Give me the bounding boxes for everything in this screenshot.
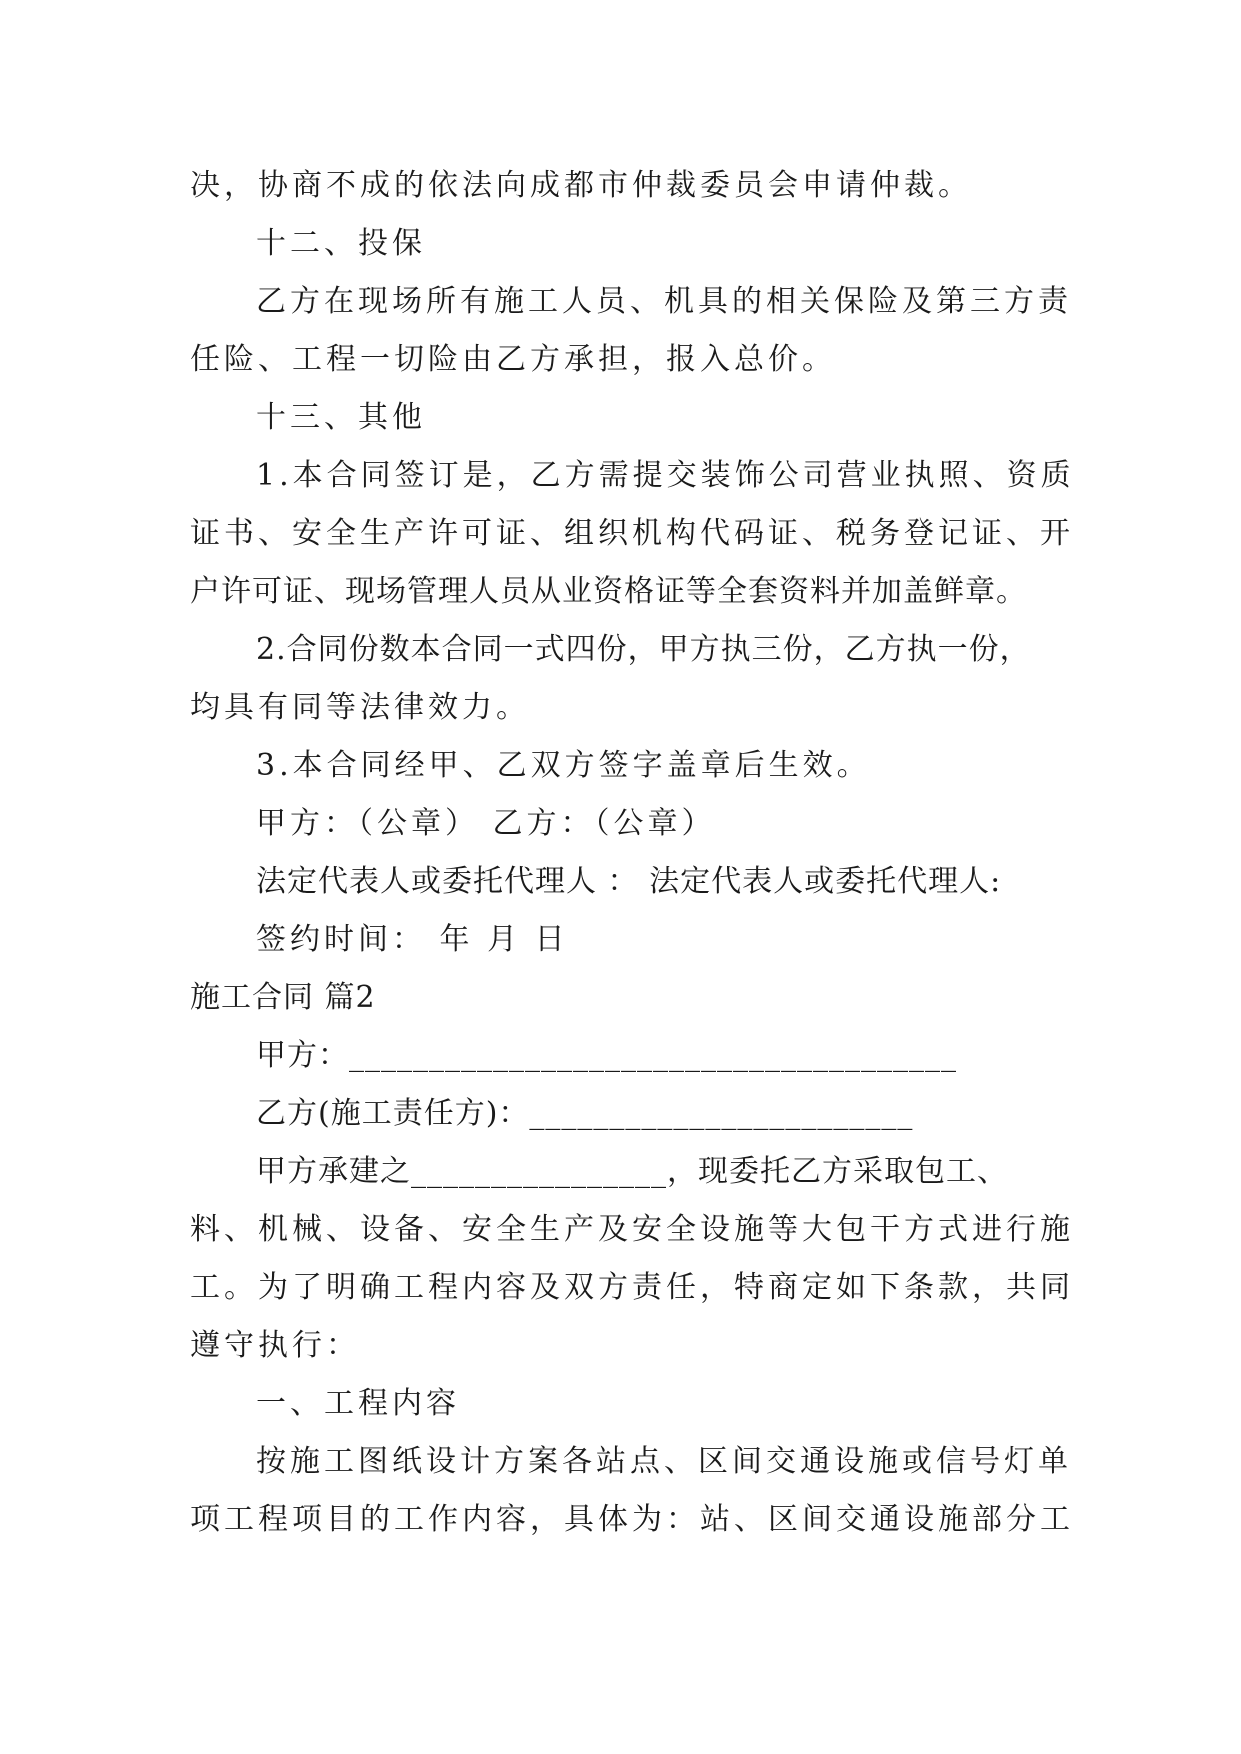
paragraph-line: 按施工图纸设计方案各站点、区间交通设施或信号灯单 bbox=[256, 1444, 1072, 1479]
paragraph-line: 证书、安全生产许可证、组织机构代码证、税务登记证、开 bbox=[190, 516, 1074, 551]
paragraph-line: 决，协商不成的依法向成都市仲裁委员会申请仲裁。 bbox=[190, 168, 972, 203]
paragraph-line: 遵守执行： bbox=[190, 1328, 360, 1363]
paragraph-line: 均具有同等法律效力。 bbox=[190, 690, 530, 725]
section-heading: 十二、投保 bbox=[256, 226, 426, 261]
section-heading: 十三、其他 bbox=[256, 400, 426, 435]
paragraph-line: 甲方承建之________________，现委托乙方采取包工、 bbox=[256, 1154, 1008, 1189]
party-a-line: 甲方：______________________________________ bbox=[256, 1038, 957, 1073]
paragraph-line: 项工程项目的工作内容，具体为：站、区间交通设施部分工 bbox=[190, 1502, 1074, 1537]
signature-line: 甲方：（公章） 乙方：（公章） bbox=[256, 806, 716, 841]
paragraph-line: 2.合同份数本合同一式四份，甲方执三份，乙方执一份， bbox=[256, 632, 1031, 667]
document-title: 施工合同 篇2 bbox=[190, 980, 376, 1015]
paragraph-line: 户许可证、现场管理人员从业资格证等全套资料并加盖鲜章。 bbox=[190, 574, 1027, 609]
paragraph-line: 3.本合同经甲、乙双方签字盖章后生效。 bbox=[256, 748, 871, 783]
section-heading: 一、工程内容 bbox=[256, 1386, 460, 1421]
signature-line: 法定代表人或委托代理人 ： 法定代表人或委托代理人: bbox=[256, 864, 1002, 899]
paragraph-line: 任险、工程一切险由乙方承担，报入总价。 bbox=[190, 342, 836, 377]
paragraph-line: 乙方在现场所有施工人员、机具的相关保险及第三方责 bbox=[256, 284, 1072, 319]
paragraph-line: 1.本合同签订是，乙方需提交装饰公司营业执照、资质 bbox=[256, 458, 1075, 493]
signing-date-line: 签约时间： 年 月 日 bbox=[256, 922, 569, 957]
paragraph-line: 料、机械、设备、安全生产及安全设施等大包干方式进行施 bbox=[190, 1212, 1074, 1247]
paragraph-line: 工。为了明确工程内容及双方责任，特商定如下条款，共同 bbox=[190, 1270, 1074, 1305]
party-b-line: 乙方(施工责任方)：________________________ bbox=[256, 1096, 914, 1131]
